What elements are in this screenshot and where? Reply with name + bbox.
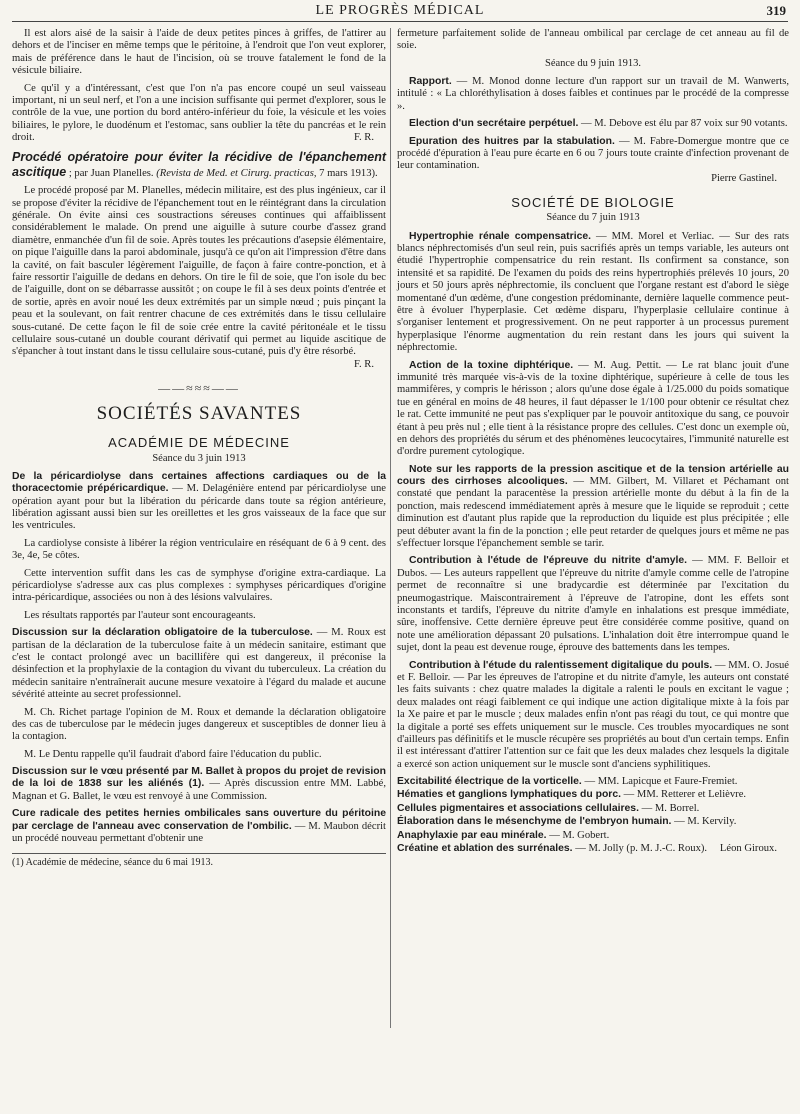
- item: Discussion sur le vœu présenté par M. Ballet à propos du projet de revision de la loi de 1838 sur les aliénés (1). — Après discussion entre MM. Labbé, Magnan et G. Ballet, le vœu est renvoyé à une Commission.: [12, 766, 387, 802]
- paragraph: Les résultats rapportés par l'auteur sont encourageants.: [24, 609, 256, 621]
- item: Cure radicale des petites hernies ombilicales sans ouverture du péritoine par cerclage de l'anneau avec conservation de l'ombilic. — M. Maubon décrit un procédé nouveau permettant d'obtenir une: [12, 808, 386, 845]
- item: Créatine et ablation des surrénales. — M. Jolly (p. M. J.-C. Roux). Léon Giroux.: [397, 843, 789, 855]
- paragraph: Cette intervention suffit dans les cas de symphyse d'origine extra-cardiaque. La péricardiolyse s'adresse aux cas plus complexes : symphyses péricardiques d'origine intra-péricardique, associées ou non à des lésions valvulaires.: [12, 567, 386, 604]
- subsection-title: ACADÉMIE DE MÉDECINE: [108, 435, 290, 451]
- item: Rapport. — M. Monod donne lecture d'un rapport sur un travail de M. Wanwerts, intitulé : « La chloréthylisation à doses faibles et continues par le procédé de la compresse ».: [397, 76, 789, 112]
- paragraph: M. Ch. Richet partage l'opinion de M. Roux et demande la déclaration obligatoire des cas de tuberculose par le médecin juges dangereux et susceptibles de donner lieu à la contagion.: [12, 706, 386, 743]
- paragraph: La cardiolyse consiste à libérer la région ventriculaire en réséquant de 6 à 9 cent. des 3e, 4e, 5e côtes.: [12, 537, 386, 562]
- item: Cellules pigmentaires et associations cellulaires. — M. Borrel.: [397, 802, 700, 814]
- right-column: [397, 28, 789, 860]
- signature: F. R.: [353, 132, 374, 144]
- paragraph: fermeture parfaitement solide de l'anneau ombilical par cerclage de cet anneau au fil de soie.: [397, 28, 789, 52]
- item: Hypertrophie rénale compensatrice. — MM. Morel et Verliac. — Sur des rats blancs néphrectomisés d'un seul rein, puis sacrifiés après un temps variable, les auteurs ont étudié l'hypertrophie compensatrice du rein restant. Ils confirment sa constance, son intensité et sa rapidité. De l'examen du poids des reins hypertrophiés prélevés 10 jours, 20 jours et 50 jours après néphrectomie, ils concluent que l'organe restant est d'abord le siège momentané d'un œdème, d'une congestion prédominante, dernière laquelle commence peut-être à évoluer l'hyperplasie. Cet œdème disparu, l'hyperplasie cellulaire continue à s'organiser lentement et progressivement. On ne peut rapporter à un processus purement hyperplasique l'énorme augmentation du rein restant dans les jours qui suivent la néphrectomie.: [397, 230, 790, 354]
- ornament-divider: ——≈≈≈——: [158, 381, 240, 396]
- paragraph: Le procédé proposé par M. Planelles, médecin militaire, est des plus ingénieux, car il se propose d'éviter la récidive de l'épanchement tout en le réintégrant dans la circulation générale. On évite ainsi ces soustractions séreuses continues qui affaiblissent considérablement le malade. On prend une aiguille à suture courbe d'assez grand diamètre, enmanchée d'un fil de soie. Après toutes les précautions d'asepsie élémentaire, on pique l'aiguille dans la paroi abdominale, jusqu'à ce qu'on ait l'impression d'être dans la cavité, on fait basculer légèrement l'aiguille, de façon à faire contre-ponction, et à faire ressortir l'aiguille de dedans en dehors. On tire le fil de soie, que l'on isole du bec de l'aiguille, dont on se débarrasse aussitôt ; on coupe le fil à ses deux points d'entrée et de sortie, après en avoir noué les deux extrémités par un simple nœud ; puis pinçant la peau et la soulevant, on fait rentrer chacune de ces extrémités dans le tissu cellulaire sous-cutané. De cette façon le fil de soie crée entre la cavité péritonéale et le tissu cellulaire sous-cutané un double courant dérivatif qui permet au liquide ascitique de s'épancher à tout instant dans le tissu cellulaire sous-cutané, puis d'y être résorbé. F. R.: [12, 185, 386, 370]
- subsection-title: SOCIÉTÉ DE BIOLOGIE: [511, 195, 675, 211]
- signature: Pierre Gastinel.: [711, 172, 777, 184]
- paragraph: Ce qu'il y a d'intéressant, c'est que l'on n'a pas encore coupé un seul vaisseau important, ni un seul nerf, et l'on a une incision suffisante qui permet d'explorer, sous le contrôle de la vue, une portion du bord antéro-inférieur du foie, la vésicule et les voies biliaires, le pylore, le duodénum et l'estomac, sans oublier la tête du pancréas et le rein droit. F. R.: [12, 82, 386, 144]
- left-column: [12, 28, 386, 869]
- article-title: Procédé opératoire pour éviter la récidive de l'épanchement ascitique: [12, 149, 386, 179]
- signature: Léon Giroux.: [719, 843, 777, 855]
- article-heading: Procédé opératoire pour éviter la récidive de l'épanchement ascitique ; par Juan Planelles. (Revista de Med. et Cirurg. practicas, 7 mars 1913).: [12, 149, 386, 179]
- journal-title: LE PROGRÈS MÉDICAL: [315, 3, 485, 18]
- item: Epuration des huitres par la stabulation. — M. Fabre-Domergue montre que ce procédé d'épuration à l'eau pure écarte en 6 ou 7 jours toute crainte d'infection provenant de leur contamination. Pierre Gastinel.: [397, 135, 790, 184]
- item: Discussion sur la déclaration obligatoire de la tuberculose. — M. Roux est partisan de la déclaration de la tuberculose faite à un médecin sanitaire, estimant que c'est le contact prolongé avec un bacillifère qui est dangereux, il préconise la désinfection et la prophylaxie de la contagion du vivant du tuberculeux. La création du médecin sanitaire n'entraînerait aucune mesure vexatoire à l'égard du malade et aucune sévérité atteinte au secret professionnel.: [12, 627, 387, 701]
- item: Contribution à l'étude de l'épreuve du nitrite d'amyle. — MM. F. Belloir et Dubos. — Les auteurs rappellent que l'épreuve du nitrite d'amyle comme celle de l'atropine permet de reconnaître si une bradycardie est déterminée par l'excitation du pneumogastrique. Maiscontrairement à l'épreuve de l'atropine, dont les effets sont inconstants et tardifs, l'épreuve du nitrite d'amyle en inhalations est presque immédiate, sûre, inoffensive. Cette dernière épreuve peut être considérée comme positive, quand on note une amélioration dépassant 20 pulsations. L'inhalation doit être interrompue quand le sujet, dont la peau est devenue rouge, éprouve des battements dans les tempes.: [397, 555, 789, 654]
- page-number: 319: [766, 3, 786, 18]
- item: De la péricardiolyse dans certaines affections cardiaques ou de la thoracectomie prépéricardique. — M. Delagénière entend par péricardiolyse une opération ayant pour but la libération du péricarde dans toute sa région antérieure, libération agissant aussi bien sur les oreillettes et les gros vaisseaux de la face que sur les ventricules.: [12, 470, 386, 532]
- paragraph: Il est alors aisé de la saisir à l'aide de deux petites pinces à griffes, de l'attirer au dehors et de l'inciser en même temps que le péritoine, à l'endroit que l'on veut explorer, mais de préférence dans le haut de l'incision, où se trouve fatalement le fond de la vésicule biliaire.: [12, 28, 386, 77]
- session-date: Séance du 7 juin 1913: [546, 212, 640, 224]
- item: Excitabilité électrique de la vorticelle. — MM. Lapicque et Faure-Fremiet.: [397, 776, 738, 788]
- session-date: Séance du 3 juin 1913: [152, 452, 246, 464]
- item: Note sur les rapports de la pression ascitique et de la tension artérielle au cours des cirrhoses alcooliques. — MM. Gilbert, M. Villaret et Péchamant ont constaté que pendant la paracentèse la pression artérielle monte du début à la fin de la ponction, mais redescend immédiatement après à mesure que le liquide se reproduit ; cette diminution est d'autant plus rapide que la reproduction du liquide est plus précipitée ; elle peut débuter avant la fin de la ponction ; elle peut retarder de quelques jours et même ne pas s'effectuer lorsque l'épanchement semble se tarir.: [397, 463, 789, 550]
- item: Hématies et ganglions lymphatiques du porc. — MM. Retterer et Lelièvre.: [397, 789, 747, 801]
- item: Contribution à l'étude du ralentissement digitalique du pouls. — MM. O. Josué et F. Belloir. — Par les épreuves de l'atropine et du nitrite d'amyle, les auteurs ont constaté les faits suivants : chez quatre malades la digitale a ralenti le pouls en excitant le vague ; deux malades ont réagi faiblement ce qui indique une action digitalique mixte à la fois par la Xe paire et par le muscle ; deux malades enfin n'ont pas réagi du tout, ce qui montre que la digitale a porté ses effets uniquement sur le muscle. Ces troubles myocardiques ne sont d'ailleurs pas définitifs et le muscle récupère ses propriétés au bout d'un certain temps. Enfin il est intéressant d'attirer l'attention sur ce fait que les deux malades chez lesquels la digitale a exercé son action uniquement sur le muscle sont d'anciens syphilitiques.: [397, 659, 789, 770]
- item: Élaboration dans le mésenchyme de l'embryon humain. — M. Kervily.: [397, 816, 737, 828]
- column-divider: [390, 28, 391, 1028]
- page-header: [12, 3, 788, 22]
- item: Anaphylaxie par eau minérale. — M. Gobert.: [397, 829, 610, 841]
- footnote: (1) Académie de médecine, séance du 6 mai 1913.: [12, 853, 386, 869]
- section-title: SOCIÉTÉS SAVANTES: [96, 403, 302, 425]
- item: Action de la toxine diphtérique. — M. Aug. Pettit. — Le rat blanc jouit d'une immunité très marquée vis-à-vis de la toxine diphtérique, supérieure à celle de tous les mammifères, y compris le hérisson ; alors qu'une dose égale à 1/25.000 du poids somatique tue en général en moins de 48 heures, il faut dépasser le 1/100 pour obtenir ce résultat chez le rat. Cette immunité ne peut pas s'expliquer par le pouvoir antitoxique du sang, ce pouvoir étant à peu près nul ; elle tient à la résistance propre des cellules. C'est donc un exemple où, en dehors des propriétés du sérum et des phénomènes leucocytaires, l'immunité naturelle est d'ordre purement cytologique.: [397, 359, 790, 458]
- item: Election d'un secrétaire perpétuel. — M. Debove est élu par 87 voix sur 90 votants.: [409, 118, 788, 130]
- session-date: Séance du 9 juin 1913.: [545, 57, 641, 69]
- signature: F. R.: [353, 358, 374, 370]
- paragraph: M. Le Dentu rappelle qu'il faudrait d'abord faire l'éducation du public.: [24, 748, 322, 760]
